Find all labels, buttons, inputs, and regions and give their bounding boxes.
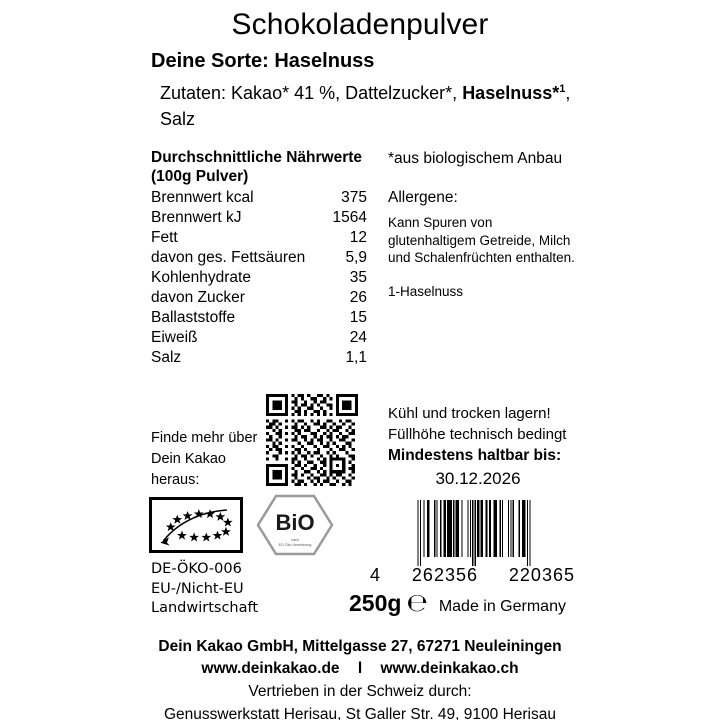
nutrition-row-label: Brennwert kJ bbox=[151, 209, 242, 226]
country-of-origin: Made in Germany bbox=[438, 598, 566, 615]
ean13-barcode bbox=[386, 500, 562, 566]
nutrition-row bbox=[151, 248, 367, 268]
website-ch[interactable]: www.deinkakao.ch bbox=[380, 660, 519, 677]
nutrition-row bbox=[151, 288, 367, 308]
nutrition-heading-line2: (100g Pulver) bbox=[151, 168, 249, 185]
storage-line-1: Kühl und trocken lagern! bbox=[388, 405, 551, 422]
footer bbox=[0, 636, 720, 720]
ingredients-last: , Salz bbox=[160, 83, 571, 129]
nutrition-table bbox=[151, 148, 367, 368]
product-title: Schokoladenpulver bbox=[231, 8, 489, 41]
nutrition-row-label: Fett bbox=[151, 229, 178, 246]
nutrition-row bbox=[151, 328, 367, 348]
barcode-digits bbox=[370, 565, 575, 586]
net-weight: 250g bbox=[349, 590, 402, 616]
nutrition-heading bbox=[151, 148, 367, 186]
nutrition-row-value: 24 bbox=[349, 329, 367, 346]
nutrition-row bbox=[151, 308, 367, 328]
nutrition-row-label: davon Zucker bbox=[151, 289, 245, 306]
barcode-right-group: 220365 bbox=[508, 565, 575, 585]
ingredients-list bbox=[160, 80, 580, 132]
allergens-heading: Allergene: bbox=[388, 189, 458, 206]
origin-line-1: EU-/Nicht-EU bbox=[151, 580, 244, 597]
ingredients-first-line: Zutaten: Kakao* 41 %, Dattelzucker*, bbox=[160, 83, 458, 103]
svg-text:nach: nach bbox=[291, 538, 299, 542]
nutrition-row-label: Eiweiß bbox=[151, 329, 198, 346]
nutrition-heading-line1: Durchschnittliche Nährwerte bbox=[151, 149, 363, 166]
svg-text:EG-Öko-Verordnung: EG-Öko-Verordnung bbox=[278, 543, 312, 547]
qr-code-icon[interactable] bbox=[264, 394, 360, 486]
website-de[interactable]: www.deinkakao.de bbox=[201, 660, 340, 677]
bio-seal-word: BiO bbox=[275, 510, 315, 535]
barcode-left-group: 262356 bbox=[411, 565, 478, 585]
ingredients-footnote-marker: 1 bbox=[559, 83, 566, 95]
nutrition-row-value: 35 bbox=[349, 269, 367, 286]
qr-caption: Finde mehr über Dein Kakao heraus: bbox=[151, 430, 258, 488]
swiss-distributor-address: Genusswerkstatt Herisau, St Galler Str. 49, 9100 Herisau bbox=[164, 706, 556, 720]
nutrition-row bbox=[151, 348, 367, 368]
nutrition-row-value: 12 bbox=[349, 229, 367, 246]
nutrition-row-label: Ballaststoffe bbox=[151, 309, 236, 326]
nutrition-row-label: Kohlenhydrate bbox=[151, 269, 251, 286]
nutrition-row-value: 26 bbox=[349, 289, 367, 306]
nutrition-row-value: 1,1 bbox=[345, 349, 367, 366]
control-body-code: DE-ÖKO-006 bbox=[151, 561, 242, 577]
nutrition-row-label: davon ges. Fettsäuren bbox=[151, 249, 306, 266]
nutrition-row bbox=[151, 268, 367, 288]
variety-heading: Deine Sorte: Haselnuss bbox=[151, 50, 375, 72]
nutrition-row-label: Brennwert kcal bbox=[151, 189, 254, 206]
eu-organic-leaf-icon bbox=[149, 497, 243, 553]
nutrition-row-value: 5,9 bbox=[345, 249, 367, 266]
swiss-distributor-label: Vertrieben in der Schweiz durch: bbox=[248, 683, 472, 700]
barcode-first-digit: 4 bbox=[370, 565, 382, 585]
ingredients-allergen: Haselnuss* bbox=[462, 83, 560, 103]
nutrition-row bbox=[151, 228, 367, 248]
nutrition-row bbox=[151, 188, 367, 208]
nutrition-row bbox=[151, 208, 367, 228]
website-separator: l bbox=[357, 660, 363, 677]
nutrition-row-value: 375 bbox=[341, 189, 367, 206]
organic-source-note: *aus biologischem Anbau bbox=[388, 150, 563, 167]
best-before-date: 30.12.2026 bbox=[435, 469, 521, 488]
bio-hexagon-seal-icon bbox=[256, 494, 334, 556]
storage-instructions bbox=[388, 403, 598, 445]
storage-line-2: Füllhöhe technisch bedingt bbox=[388, 426, 567, 443]
organic-certification-text bbox=[151, 560, 258, 619]
nutrition-row-value: 15 bbox=[349, 309, 367, 326]
websites-row bbox=[0, 658, 720, 680]
origin-line-2: Landwirtschaft bbox=[151, 600, 259, 616]
nutrition-row-value: 1564 bbox=[332, 209, 367, 226]
nutrition-row-label: Salz bbox=[151, 349, 182, 366]
best-before-label: Mindestens haltbar bis: bbox=[388, 447, 562, 464]
weight-origin-row bbox=[349, 588, 566, 617]
nutrition-rows bbox=[151, 188, 367, 368]
estimate-sign-icon: ℮ bbox=[406, 588, 428, 617]
allergens-text: Kann Spuren von glutenhaltigem Getreide, Milch und Schalenfrüchten enthalten. bbox=[388, 215, 575, 265]
footnote-text: 1-Haselnuss bbox=[388, 284, 464, 299]
company-address: Dein Kakao GmbH, Mittelgasse 27, 67271 Neuleiningen bbox=[158, 638, 562, 655]
